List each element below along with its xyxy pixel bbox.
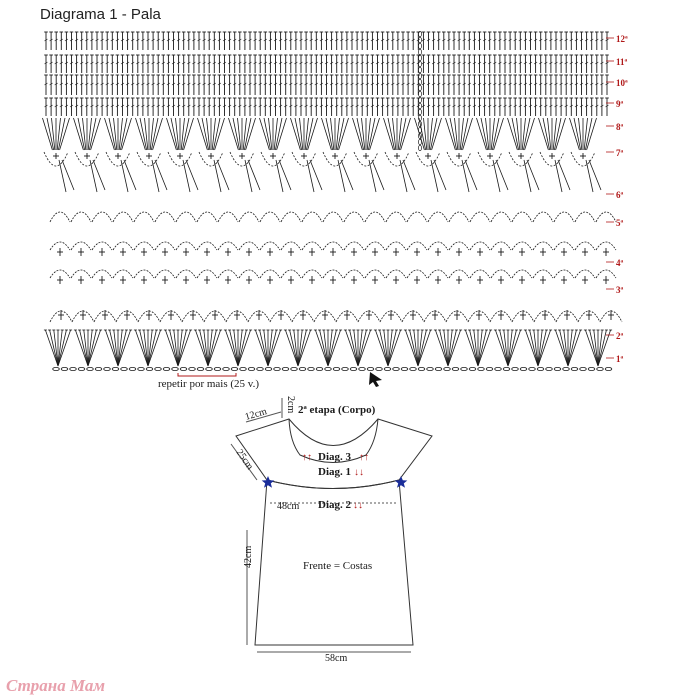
watermark-logo: Страна Мам [6,676,106,695]
front-back-label: Frente = Costas [303,560,373,572]
star-icon-left [262,476,275,488]
diag3-arrows-left: ↑↑ [302,452,312,463]
row-label: 10ª [616,78,628,88]
diag3-arrows-right: ↑↑ [359,452,369,463]
repeat-bracket [178,373,236,376]
diag2-arrows: ↓↓ [353,500,363,511]
dim-2cm: 2cm [285,396,296,414]
row-label: 8ª [616,122,624,132]
start-arrow-icon [369,372,382,387]
diag1-arrows: ↓↓ [354,467,364,478]
row-label: 7ª [616,148,624,158]
body-schematic [231,398,432,652]
row-label: 9ª [616,99,624,109]
repeat-note: repetir por mais (25 v.) [158,378,260,390]
chart-stitches [43,31,623,370]
dim-48cm: 48cm [277,501,300,512]
row-label: 2ª [616,331,624,341]
diag3-label: Diag. 3 [318,451,351,463]
row-label: 3ª [616,285,624,295]
dim-58cm: 58cm [325,653,348,664]
dim-12cm: 12cm [243,406,269,423]
row-label: 11ª [616,57,628,67]
row-label: 1ª [616,354,624,364]
stage-title: 2ª etapa (Corpo) [298,404,376,416]
row-label: 5ª [616,218,624,228]
row-label: 4ª [616,258,624,268]
diag1-label: Diag. 1 [318,466,351,478]
row-label: 6ª [616,190,624,200]
row-label: 12ª [616,34,628,44]
dim-25cm: 25cm [233,447,256,472]
diagram-title: Diagrama 1 - Pala [40,6,161,23]
diag2-label: Diag. 2 [318,499,351,511]
star-icon-right [395,476,408,488]
dim-42cm: 42cm [243,545,254,568]
